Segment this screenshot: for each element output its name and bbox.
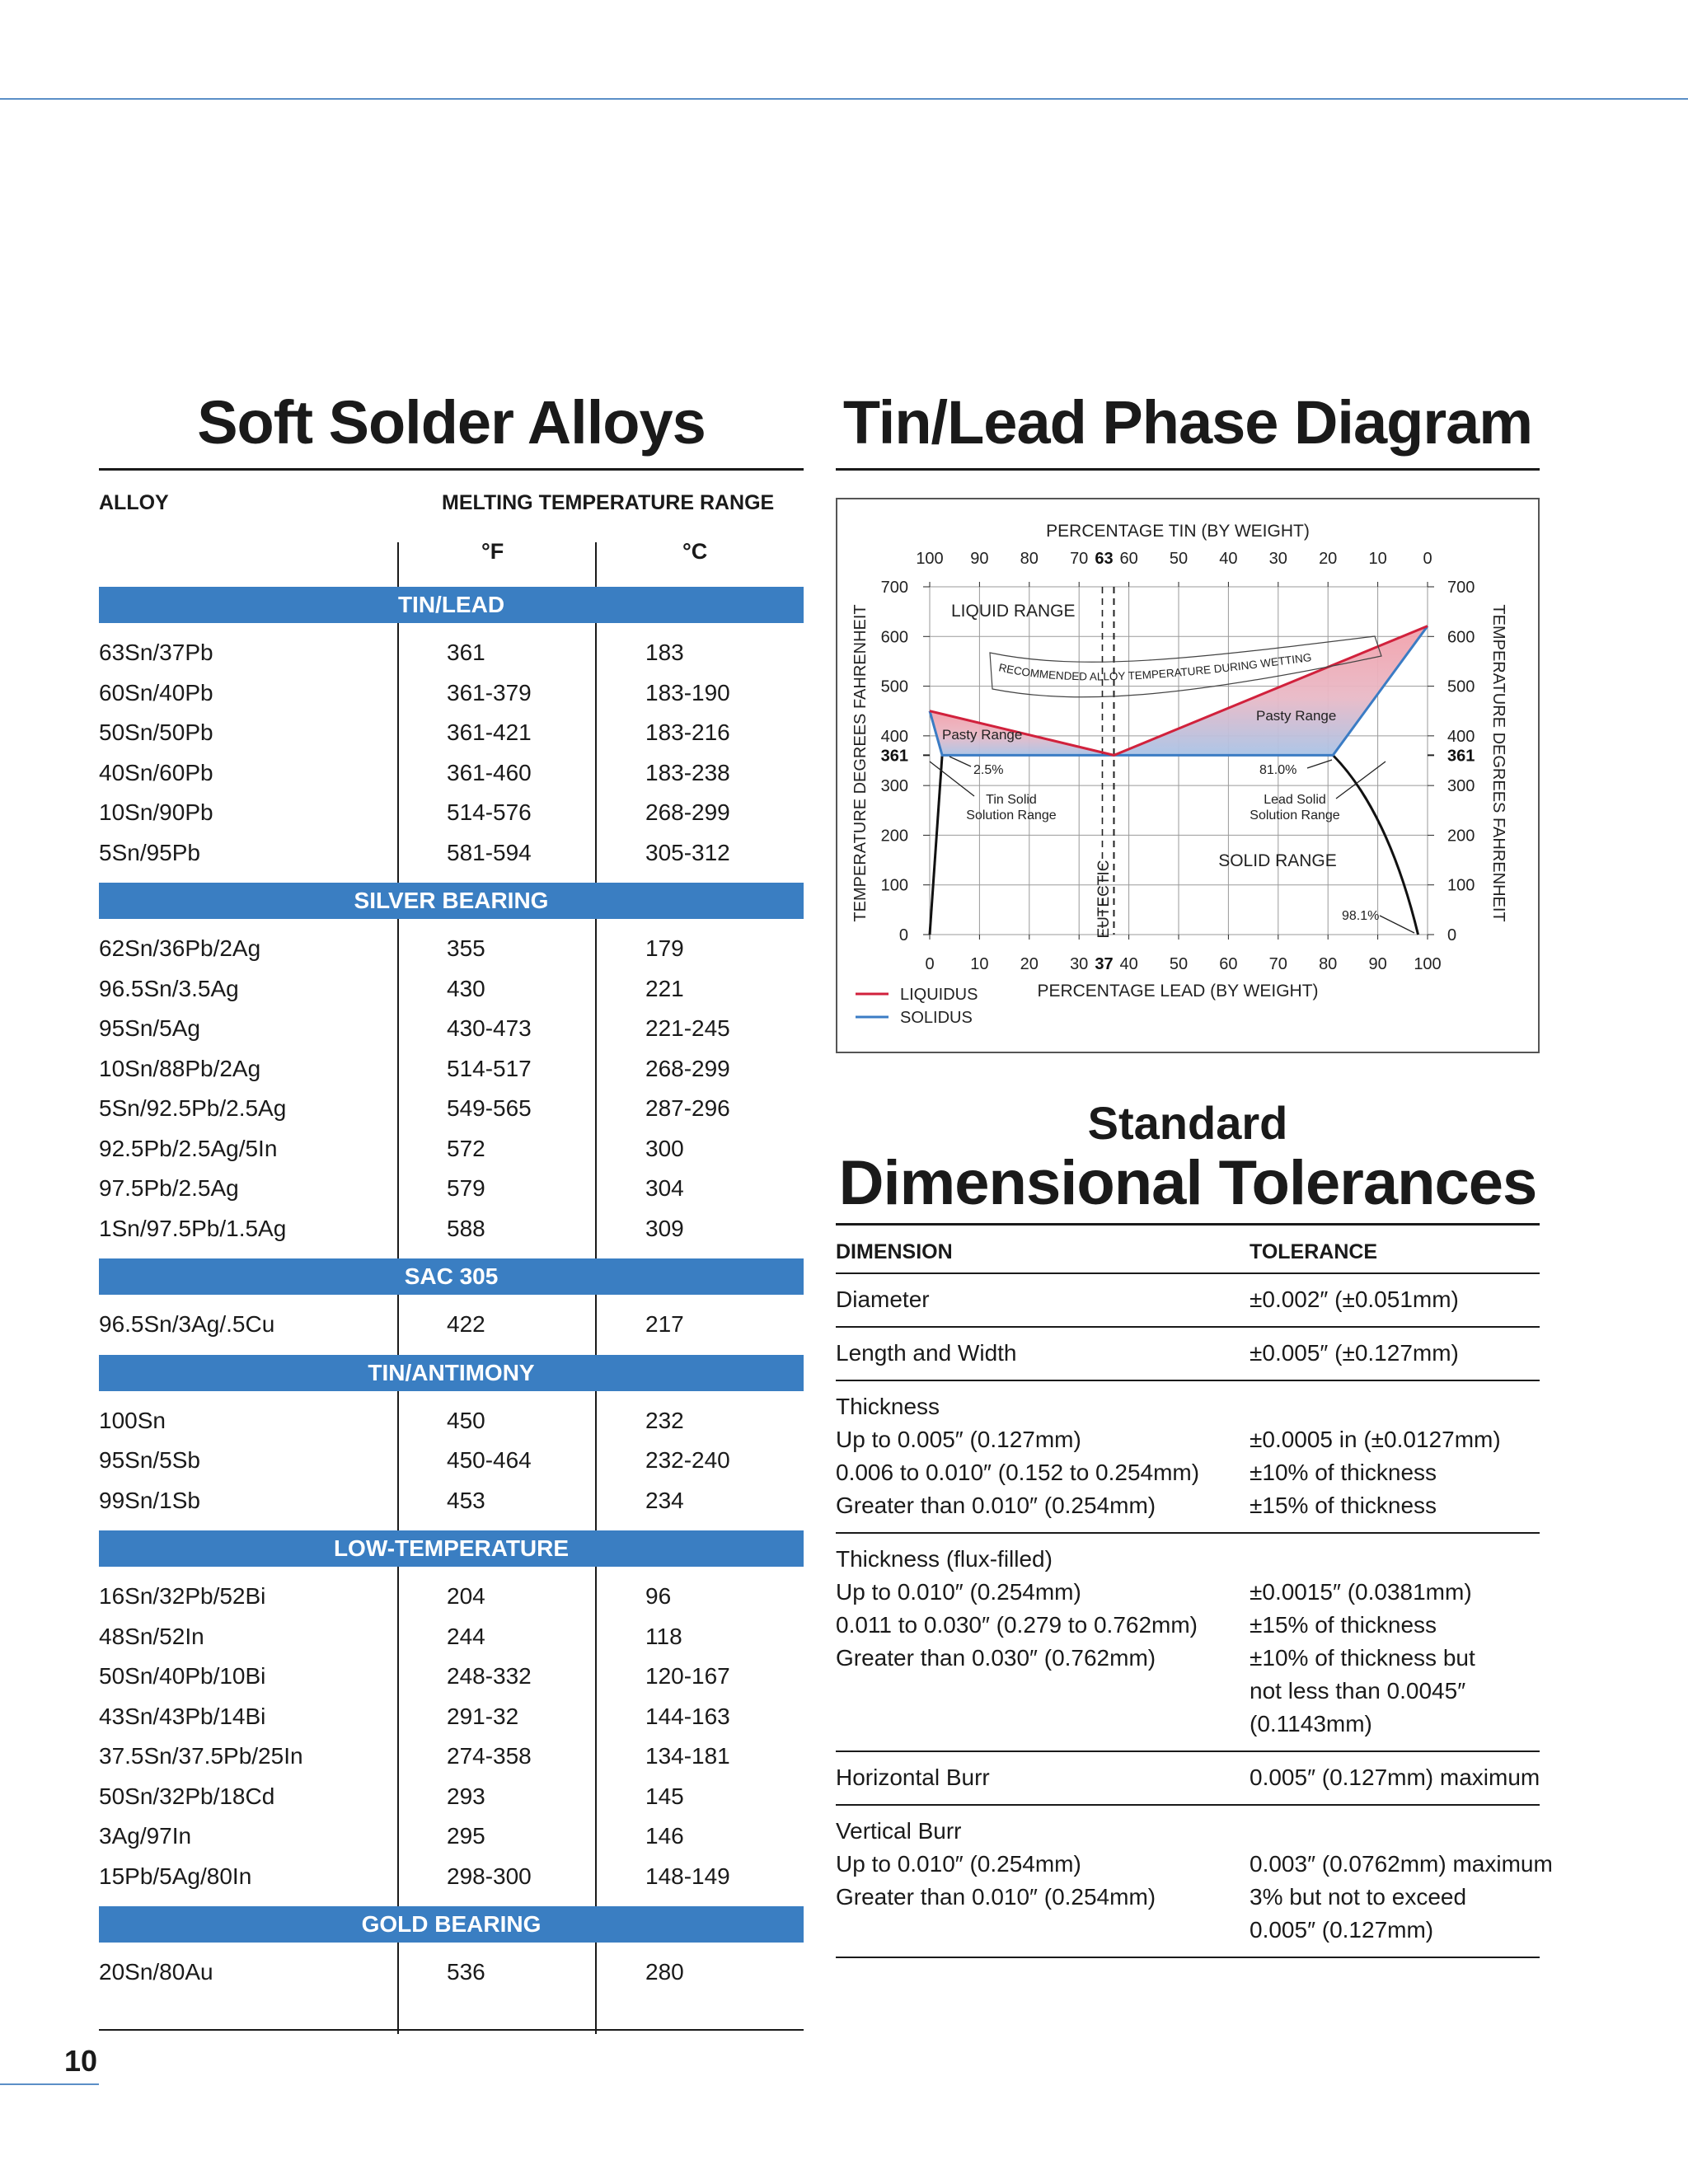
phase-diagram-title-rule [836,468,1540,471]
table-row [99,1697,804,1737]
bottom-tick-label: 0 [925,955,935,973]
solvus-lead-line [1333,755,1418,935]
column-header-tolerance: TOLERANCE [1250,1240,1378,1263]
table-row [99,833,804,874]
top-tick-label: 90 [970,550,989,568]
alloy-name-cell: 95Sn/5Sb [99,1447,200,1473]
alloy-name-cell: 10Sn/88Pb/2Ag [99,1055,261,1081]
tolerance-line [836,1642,1540,1675]
alloy-name-cell: 50Sn/50Pb [99,719,213,745]
right-tick-label: 700 [1447,579,1475,597]
right-tick-label: 200 [1447,827,1475,846]
top-tick-label: 30 [1268,550,1287,568]
section-gap [99,1345,804,1355]
table-row [99,793,804,833]
column-header-dimension: DIMENSION [836,1240,953,1263]
right-tick-label: 100 [1447,876,1475,895]
celsius-cell: 183-238 [645,759,730,785]
table-row [99,1481,804,1521]
dimension-cell: Diameter [836,1286,930,1312]
table-row [99,1049,804,1090]
alloy-name-cell: 43Sn/43Pb/14Bi [99,1703,266,1729]
fahrenheit-cell: 295 [447,1823,485,1849]
top-tick-label: 100 [916,550,944,568]
celsius-cell: 268-299 [645,799,730,825]
fahrenheit-cell: 579 [447,1175,485,1201]
fahrenheit-cell: 536 [447,1959,485,1985]
dimension-cell: Length and Width [836,1340,1017,1366]
table-row [99,1401,804,1441]
fahrenheit-cell: 581-594 [447,839,532,865]
celsius-cell: 179 [645,935,684,961]
table-row [99,1129,804,1169]
section-header: TIN/LEAD [99,587,804,623]
bottom-tick-label: 20 [1020,955,1039,973]
tolerance-cell: ±10% of thickness [1250,1460,1437,1485]
alloy-name-cell: 16Sn/32Pb/52Bi [99,1583,266,1609]
table-row [99,1736,804,1777]
top-axis-title: PERCENTAGE TIN (BY WEIGHT) [1046,522,1310,541]
legend-liquidus-label: LIQUIDUS [900,986,978,1004]
alloy-name-cell: 50Sn/32Pb/18Cd [99,1783,275,1809]
section-gap [99,1249,804,1258]
tolerance-line [836,1848,1553,1881]
column-header-celsius: °C [682,539,708,564]
alloy-name-cell: 96.5Sn/3Ag/.5Cu [99,1311,275,1337]
table-row [99,633,804,673]
tolerance-line [836,1761,1540,1794]
phase-diagram-chart [837,499,1541,1055]
celsius-cell: 234 [645,1487,684,1513]
right-tick-label: 500 [1447,677,1475,696]
table-row [99,1305,804,1345]
alloy-name-cell: 63Sn/37Pb [99,640,213,665]
dimension-cell: Up to 0.010″ (0.254mm) [836,1851,1081,1877]
celsius-cell: 221 [645,975,684,1001]
table-row [99,753,804,794]
right-axis-title: TEMPERATURE DEGREES FAHRENHEIT [1489,604,1507,922]
tolerance-cell: ±15% of thickness [1250,1493,1437,1518]
left-tick-label: 400 [880,727,908,746]
pasty-range-right-label: Pasty Range [1256,708,1337,724]
table-row [99,1777,804,1817]
tolerance-cell: ±0.0015″ (0.0381mm) [1250,1579,1472,1605]
alloy-name-cell: 5Sn/92.5Pb/2.5Ag [99,1095,287,1121]
dimension-cell: Greater than 0.010″ (0.254mm) [836,1493,1156,1518]
alloy-name-cell: 5Sn/95Pb [99,839,200,865]
fahrenheit-cell: 430 [447,975,485,1001]
tolerance-cell: not less than 0.0045″ [1250,1678,1466,1704]
legend-solidus-label: SOLIDUS [900,1009,973,1027]
fahrenheit-cell: 572 [447,1135,485,1161]
alloy-name-cell: 1Sn/97.5Pb/1.5Ag [99,1215,287,1241]
alloy-name-cell: 99Sn/1Sb [99,1487,200,1513]
tolerance-line [836,1283,1540,1316]
solvus-tin-line [930,755,942,935]
tolerance-line [836,1708,1540,1741]
right-tick-label: 300 [1447,777,1475,796]
section-gap [99,1521,804,1530]
alloy-table [99,587,804,1993]
leader-lines [930,757,1414,933]
dimension-cell: Up to 0.005″ (0.127mm) [836,1427,1081,1452]
tolerance-cell: 0.005″ (0.127mm) maximum [1250,1765,1540,1790]
table-row [836,1752,1540,1806]
alloy-name-cell: 96.5Sn/3.5Ag [99,975,239,1001]
fahrenheit-cell: 361-421 [447,719,532,745]
celsius-cell: 183-216 [645,719,730,745]
bottom-tick-label: 70 [1268,955,1287,973]
dimension-cell: Thickness [836,1394,940,1419]
fahrenheit-cell: 361 [447,640,485,665]
column-header-alloy: ALLOY [99,491,169,514]
fahrenheit-cell: 430-473 [447,1015,532,1041]
dimension-cell: Vertical Burr [836,1818,962,1844]
page-number: 10 [64,2044,98,2078]
section-header: SAC 305 [99,1258,804,1295]
alloy-name-cell: 20Sn/80Au [99,1959,213,1985]
bottom-tick-label: 40 [1119,955,1138,973]
left-tick-label: 500 [880,677,908,696]
alloys-title: Soft Solder Alloys [197,388,706,457]
section-header: LOW-TEMPERATURE [99,1530,804,1567]
table-row [99,1209,804,1249]
celsius-cell: 183-190 [645,679,730,705]
fahrenheit-cell: 514-576 [447,799,532,825]
section-header: TIN/ANTIMONY [99,1355,804,1391]
solid-range-label: SOLID RANGE [1218,851,1337,870]
table-row [99,1816,804,1857]
tolerance-line [836,1609,1540,1642]
tolerance-cell: ±0.002″ (±0.051mm) [1250,1286,1459,1312]
table-row [99,969,804,1010]
alloy-name-cell: 3Ag/97In [99,1823,192,1849]
pasty-range-left-label: Pasty Range [942,727,1023,743]
tolerances-title: Dimensional Tolerances [838,1148,1537,1218]
fahrenheit-cell: 422 [447,1311,485,1337]
table-row [99,1169,804,1209]
alloy-name-cell: 97.5Pb/2.5Ag [99,1175,239,1201]
bottom-tick-label: 60 [1219,955,1238,973]
celsius-cell: 120-167 [645,1663,730,1689]
tolerance-line [836,1489,1540,1522]
table-row [99,929,804,969]
fahrenheit-cell: 453 [447,1487,485,1513]
phase-diagram [836,498,1540,1053]
dimension-cell: Horizontal Burr [836,1765,990,1790]
fahrenheit-cell: 355 [447,935,485,961]
celsius-cell: 96 [645,1583,672,1609]
percent-98-1-label: 98.1% [1342,909,1380,923]
celsius-cell: 145 [645,1783,684,1809]
dimension-cell: Up to 0.010″ (0.254mm) [836,1579,1081,1605]
alloy-name-cell: 10Sn/90Pb [99,799,213,825]
celsius-cell: 300 [645,1135,684,1161]
fahrenheit-cell: 244 [447,1623,485,1649]
alloy-name-cell: 100Sn [99,1407,166,1433]
celsius-cell: 305-312 [645,839,730,865]
section-gap [99,1896,804,1906]
alloy-name-cell: 62Sn/36Pb/2Ag [99,935,261,961]
table-row [836,1806,1553,1958]
celsius-cell: 134-181 [645,1743,730,1769]
bottom-tick-label: 100 [1414,955,1442,973]
celsius-cell: 280 [645,1959,684,1985]
bottom-tick-label: 10 [970,955,989,973]
alloy-name-cell: 50Sn/40Pb/10Bi [99,1663,266,1689]
top-tick-label: 70 [1070,550,1089,568]
fahrenheit-cell: 450 [447,1407,485,1433]
fahrenheit-cell: 293 [447,1783,485,1809]
top-tick-label: 40 [1219,550,1238,568]
celsius-cell: 232 [645,1407,684,1433]
table-row [99,1089,804,1129]
celsius-cell: 183 [645,640,684,665]
celsius-cell: 287-296 [645,1095,730,1121]
left-tick-label: 0 [898,926,908,944]
alloy-table-bottom-rule [99,2029,804,2031]
alloy-name-cell: 60Sn/40Pb [99,679,213,705]
dimension-cell: 0.006 to 0.010″ (0.152 to 0.254mm) [836,1460,1200,1485]
fahrenheit-cell: 274-358 [447,1743,532,1769]
top-tick-label: 50 [1169,550,1189,568]
tolerance-line [836,1456,1540,1489]
tolerance-cell: ±0.0005 in (±0.0127mm) [1250,1427,1501,1452]
fahrenheit-cell: 298-300 [447,1863,532,1889]
bottom-tick-label: 30 [1070,955,1089,973]
tolerance-line [836,1815,1540,1848]
liquid-range-label: LIQUID RANGE [951,602,1076,621]
top-tick-label: 0 [1423,550,1432,568]
tolerance-cell: ±0.005″ (±0.127mm) [1250,1340,1459,1366]
phase-diagram-title: Tin/Lead Phase Diagram [842,388,1533,457]
section-gap [99,873,804,883]
page-number-rule [0,2083,99,2085]
table-row [99,1952,804,1993]
column-header-fahrenheit: °F [481,539,504,564]
table-row [836,1328,1540,1381]
table-row [836,1274,1540,1328]
table-row [836,1381,1540,1534]
bottom-tick-label: 80 [1319,955,1338,973]
tolerance-cell: 0.003″ (0.0762mm) maximum [1250,1851,1553,1877]
fahrenheit-cell: 291-32 [447,1703,519,1729]
top-tick-eutectic-label: 63 [1095,550,1114,568]
tolerance-cell: ±15% of thickness [1250,1612,1437,1638]
leader-98-1 [1380,916,1414,933]
recommended-label-text: RECOMMENDED ALLOY TEMPERATURE DURING WETTING [997,650,1313,683]
alloy-name-cell: 40Sn/60Pb [99,759,213,785]
table-row [99,1577,804,1617]
bottom-axis-title: PERCENTAGE LEAD (BY WEIGHT) [1037,982,1319,1001]
tolerance-line [836,1337,1540,1370]
tolerance-line [836,1423,1540,1456]
bottom-tick-eutectic-label: 37 [1095,955,1114,973]
percent-2-5-label: 2.5% [973,763,1004,777]
right-tick-label: 0 [1447,926,1457,944]
lead-solid-label-line1: Lead Solid [1264,793,1326,807]
dimension-cell: Thickness (flux-filled) [836,1546,1053,1572]
celsius-cell: 144-163 [645,1703,730,1729]
alloy-name-cell: 92.5Pb/2.5Ag/5In [99,1135,278,1161]
dimension-cell: 0.011 to 0.030″ (0.279 to 0.762mm) [836,1612,1198,1638]
fahrenheit-cell: 361-379 [447,679,532,705]
tolerance-line [836,1675,1540,1708]
right-tick-label: 600 [1447,628,1475,647]
fahrenheit-cell: 450-464 [447,1447,532,1473]
lead-solid-label-line2: Solution Range [1250,808,1340,823]
eutectic-label: EUTECTIC [1095,860,1113,939]
tolerance-cell: ±10% of thickness but [1250,1645,1475,1671]
tolerance-line [836,1576,1540,1609]
left-tick-label: 700 [880,579,908,597]
dimension-cell: Greater than 0.030″ (0.762mm) [836,1645,1156,1671]
celsius-cell: 309 [645,1215,684,1241]
dimension-cell: Greater than 0.010″ (0.254mm) [836,1884,1156,1910]
percent-81-label: 81.0% [1259,763,1297,777]
top-tick-label: 20 [1319,550,1338,568]
celsius-cell: 221-245 [645,1015,730,1041]
tin-solid-label-line1: Tin Solid [986,793,1037,807]
tolerances-subtitle: Standard [1087,1097,1288,1149]
tolerances-title-rule [836,1223,1540,1226]
left-tick-label: 300 [880,777,908,796]
left-tick-label: 200 [880,827,908,846]
left-tick-eutectic-label: 361 [880,747,908,766]
section-header: SILVER BEARING [99,883,804,919]
tolerance-table [836,1272,1553,1958]
fahrenheit-cell: 549-565 [447,1095,532,1121]
top-tick-label: 10 [1368,550,1387,568]
alloys-title-rule [99,468,804,471]
table-row [99,713,804,753]
fahrenheit-cell: 204 [447,1583,485,1609]
left-axis-title: TEMPERATURE DEGREES FAHRENHEIT [851,604,870,922]
table-row [99,1657,804,1697]
tin-solid-label-line2: Solution Range [966,808,1057,823]
bottom-tick-label: 90 [1368,955,1387,973]
top-tick-label: 80 [1020,550,1039,568]
tolerance-line [836,1543,1540,1576]
section-header: GOLD BEARING [99,1906,804,1943]
left-tick-label: 100 [880,876,908,895]
tolerance-line [836,1390,1540,1423]
celsius-cell: 217 [645,1311,684,1337]
alloy-name-cell: 95Sn/5Ag [99,1015,200,1041]
tolerance-cell: 0.005″ (0.127mm) [1250,1917,1434,1943]
alloy-name-cell: 15Pb/5Ag/80In [99,1863,252,1889]
fahrenheit-cell: 514-517 [447,1055,532,1081]
celsius-cell: 304 [645,1175,684,1201]
right-tick-eutectic-label: 361 [1447,747,1475,766]
table-row [99,1441,804,1481]
celsius-cell: 148-149 [645,1863,730,1889]
tolerance-cell: (0.1143mm) [1250,1711,1372,1736]
right-tick-label: 400 [1447,727,1475,746]
table-row [99,1617,804,1657]
celsius-cell: 232-240 [645,1447,730,1473]
table-row [836,1534,1540,1752]
top-tick-label: 60 [1119,550,1138,568]
leader-tin-solid [930,762,974,796]
bottom-tick-label: 50 [1169,955,1189,973]
column-header-melting-range: MELTING TEMPERATURE RANGE [442,491,775,514]
tolerance-line [836,1914,1540,1947]
celsius-cell: 146 [645,1823,684,1849]
tolerance-line [836,1881,1540,1914]
table-row [99,1857,804,1897]
celsius-cell: 268-299 [645,1055,730,1081]
fahrenheit-cell: 588 [447,1215,485,1241]
alloy-name-cell: 37.5Sn/37.5Pb/25In [99,1743,303,1769]
left-tick-label: 600 [880,628,908,647]
table-row [99,673,804,714]
alloy-name-cell: 48Sn/52In [99,1623,204,1649]
top-rule [0,98,1688,100]
leader-2-5 [950,757,971,766]
fahrenheit-cell: 361-460 [447,759,532,785]
table-row [99,1009,804,1049]
tolerance-cell: 3% but not to exceed [1250,1884,1467,1910]
fahrenheit-cell: 248-332 [447,1663,532,1689]
celsius-cell: 118 [645,1623,682,1649]
